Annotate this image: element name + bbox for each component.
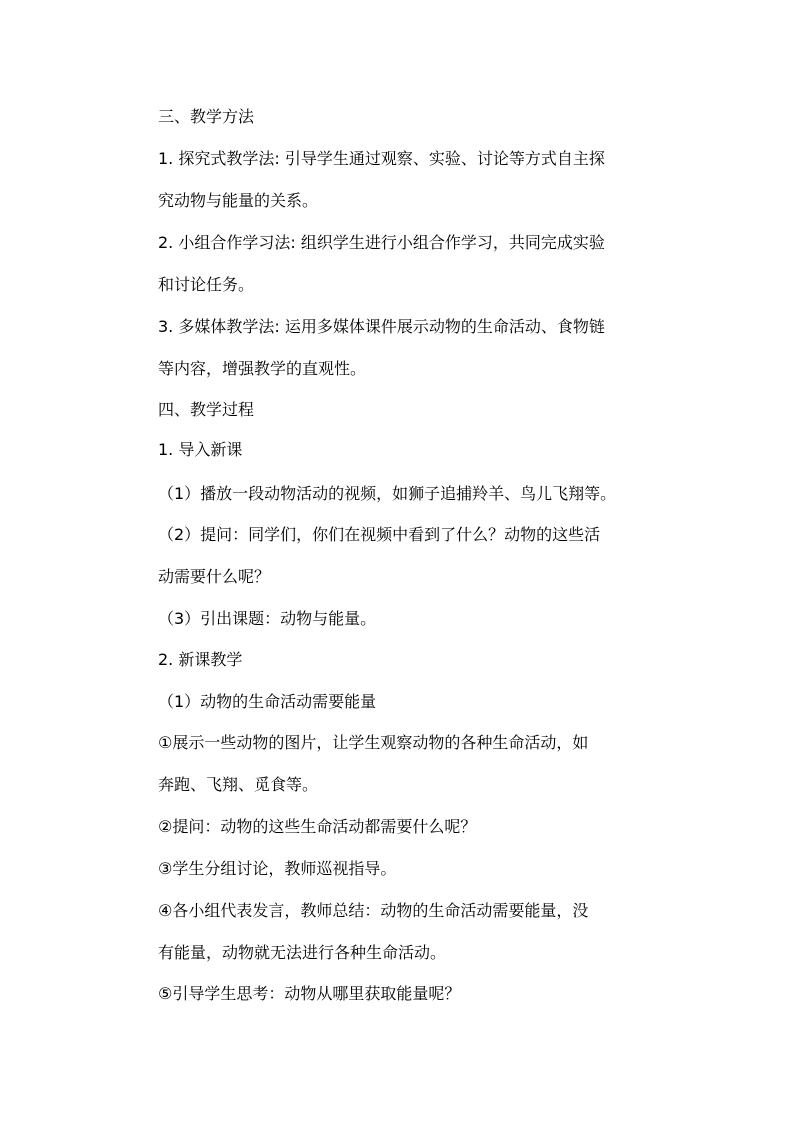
circled-item-4: ④各小组代表发言，教师总结：动物的生命活动需要能量，没 有能量，动物就无法进行各种生命活动。 bbox=[158, 901, 589, 962]
circled-item-2: ②提问：动物的这些生命活动都需要什么呢？ bbox=[158, 817, 477, 836]
method-3-paragraph: 3. 多媒体教学法: 运用多媒体课件展示动物的生命活动、食物链 等内容，增强教学的直观性。 bbox=[158, 317, 605, 378]
method-2-paragraph: 2. 小组合作学习法: 组织学生进行小组合作学习，共同完成实验 和讨论任务。 bbox=[158, 233, 605, 294]
step-2-heading: 2. 新课教学 bbox=[158, 650, 243, 669]
circled-item-1: ①展示一些动物的图片，让学生观察动物的各种生命活动，如 奔跑、飞翔、觅食等。 bbox=[158, 733, 589, 794]
step-1-heading: 1. 导入新课 bbox=[158, 440, 243, 459]
circled-item-3: ③学生分组讨论，教师巡视指导。 bbox=[158, 859, 397, 878]
step-2-subheading: （1）动物的生命活动需要能量 bbox=[158, 692, 377, 711]
circled-item-5: ⑤引导学生思考：动物从哪里获取能量呢？ bbox=[158, 984, 461, 1003]
section-heading-teaching-methods: 三、教学方法 bbox=[158, 107, 255, 126]
step-1-item-2: （2）提问：同学们，你们在视频中看到了什么？动物的这些活 动需要什么呢？ bbox=[158, 525, 601, 586]
step-1-item-1: （1）播放一段动物活动的视频，如狮子追捕羚羊、鸟儿飞翔等。 bbox=[158, 484, 617, 503]
method-1-paragraph: 1. 探究式教学法: 引导学生通过观察、实验、讨论等方式自主探 究动物与能量的关系。 bbox=[158, 149, 605, 210]
section-heading-teaching-process: 四、教学过程 bbox=[158, 400, 255, 419]
step-1-item-3: （3）引出课题：动物与能量。 bbox=[158, 609, 377, 628]
